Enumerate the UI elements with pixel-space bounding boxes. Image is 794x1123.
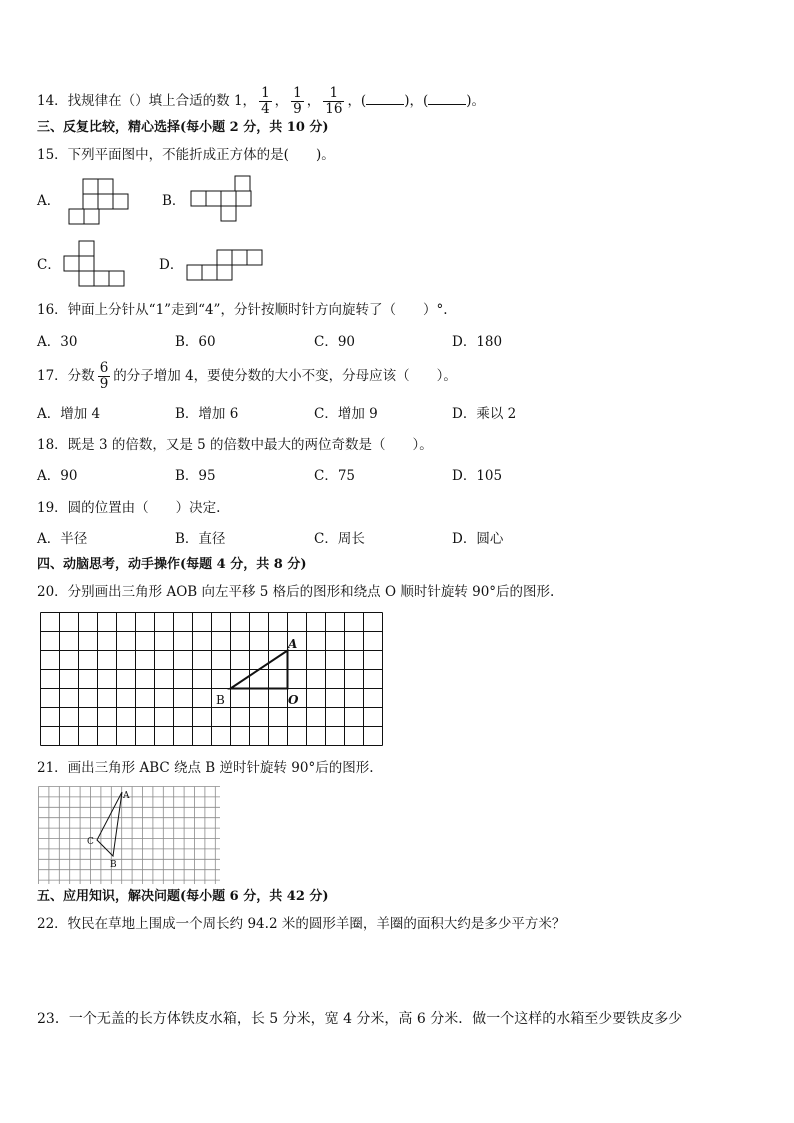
q17-option-c[interactable]: C．增加 9 [314,406,378,422]
q18-option-a[interactable]: A．90 [37,468,78,484]
q18-option-b[interactable]: B．95 [175,468,216,484]
answer-blank-1[interactable] [366,92,404,105]
question-15-stem: 15．下列平面图中，不能折成正方体的是( )。 [37,147,335,163]
q17-option-a[interactable]: A．增加 4 [37,406,101,422]
q17-option-b[interactable]: B．增加 6 [175,406,239,422]
q15-net-c [63,240,127,288]
q14-suffix-close: )。 [466,93,486,109]
q15-label-b[interactable]: B． [162,193,186,209]
q19-option-c[interactable]: C．周长 [314,531,365,547]
question-19-stem: 19．圆的位置由（ ）决定. [37,500,221,516]
question-17-stem [37,361,457,392]
section-4-heading: 四、动脑思考，动手操作(每题 4 分，共 8 分) [37,557,307,572]
q15-net-b [190,175,254,225]
q14-suffix-mid: )，( [404,93,429,109]
point-b-label: B [110,860,117,870]
q16-option-b[interactable]: B．60 [175,334,216,350]
point-a-label: A [288,637,298,651]
q16-option-d[interactable]: D．180 [452,334,503,350]
q19-option-b[interactable]: B．直径 [175,531,226,547]
q15-label-a[interactable]: A． [37,193,61,209]
q14-suffix-open: ，( [347,93,367,109]
q14-fraction-1: $\frac{1}{4}$ [261,85,270,117]
point-b-label: B [216,693,225,707]
section-5-heading: 五、应用知识，解决问题(每小题 6 分，共 42 分) [37,889,329,904]
q17-fraction: $\frac{6}{9}$ [99,360,109,392]
q17-option-d[interactable]: D．乘以 2 [452,406,517,422]
point-o-label: O [288,693,299,707]
q17-prefix: 17．分数 [37,368,95,384]
q14-sep: ， [306,93,321,109]
q15-net-a [68,178,132,226]
q14-sep: ， [274,93,289,109]
q14-fraction-3: $\frac{1}{16}$ [325,85,343,117]
answer-blank-2[interactable] [428,92,466,105]
question-18-stem: 18．既是 3 的倍数，又是 5 的倍数中最大的两位奇数是（ ）。 [37,437,433,453]
q15-label-c[interactable]: C． [37,257,61,273]
question-16-stem: 16．钟面上分针从“1”走到“4”，分针按顺时针方向旋转了（ ）°. [37,302,448,318]
question-23-stem: 23．一个无盖的长方体铁皮水箱，长 5 分米，宽 4 分米，高 6 分米．做一个这样的水箱至少要铁皮多少 [37,1011,683,1027]
q16-option-c[interactable]: C．90 [314,334,356,350]
q15-net-d [186,249,266,283]
q19-option-d[interactable]: D．圆心 [452,531,504,547]
section-3-heading: 三、反复比较，精心选择(每小题 2 分，共 10 分) [37,120,329,135]
point-a-label: A [123,791,130,801]
q21-grid-figure [38,786,220,884]
question-14 [37,86,485,117]
point-c-label: C [87,837,94,847]
q14-prefix: 14．找规律在（）填上合适的数 1， [37,93,257,109]
q18-option-d[interactable]: D．105 [452,468,503,484]
q15-label-d[interactable]: D． [159,257,184,273]
question-21-stem: 21．画出三角形 ABC 绕点 B 逆时针旋转 90°后的图形. [37,760,374,776]
q14-fraction-2: $\frac{1}{9}$ [293,85,302,117]
q17-suffix: 的分子增加 4，要使分数的大小不变，分母应该（ ）。 [113,368,457,384]
question-22-stem: 22．牧民在草地上围成一个周长约 94.2 米的圆形羊圈，羊圈的面积大约是多少平方米？ [37,916,566,932]
q18-option-c[interactable]: C．75 [314,468,356,484]
q20-grid-figure [38,612,384,748]
question-20-stem: 20．分别画出三角形 AOB 向左平移 5 格后的图形和绕点 O 顺时针旋转 90°后的图形. [37,584,555,600]
q19-option-a[interactable]: A．半径 [37,531,88,547]
q16-option-a[interactable]: A．30 [37,334,78,350]
